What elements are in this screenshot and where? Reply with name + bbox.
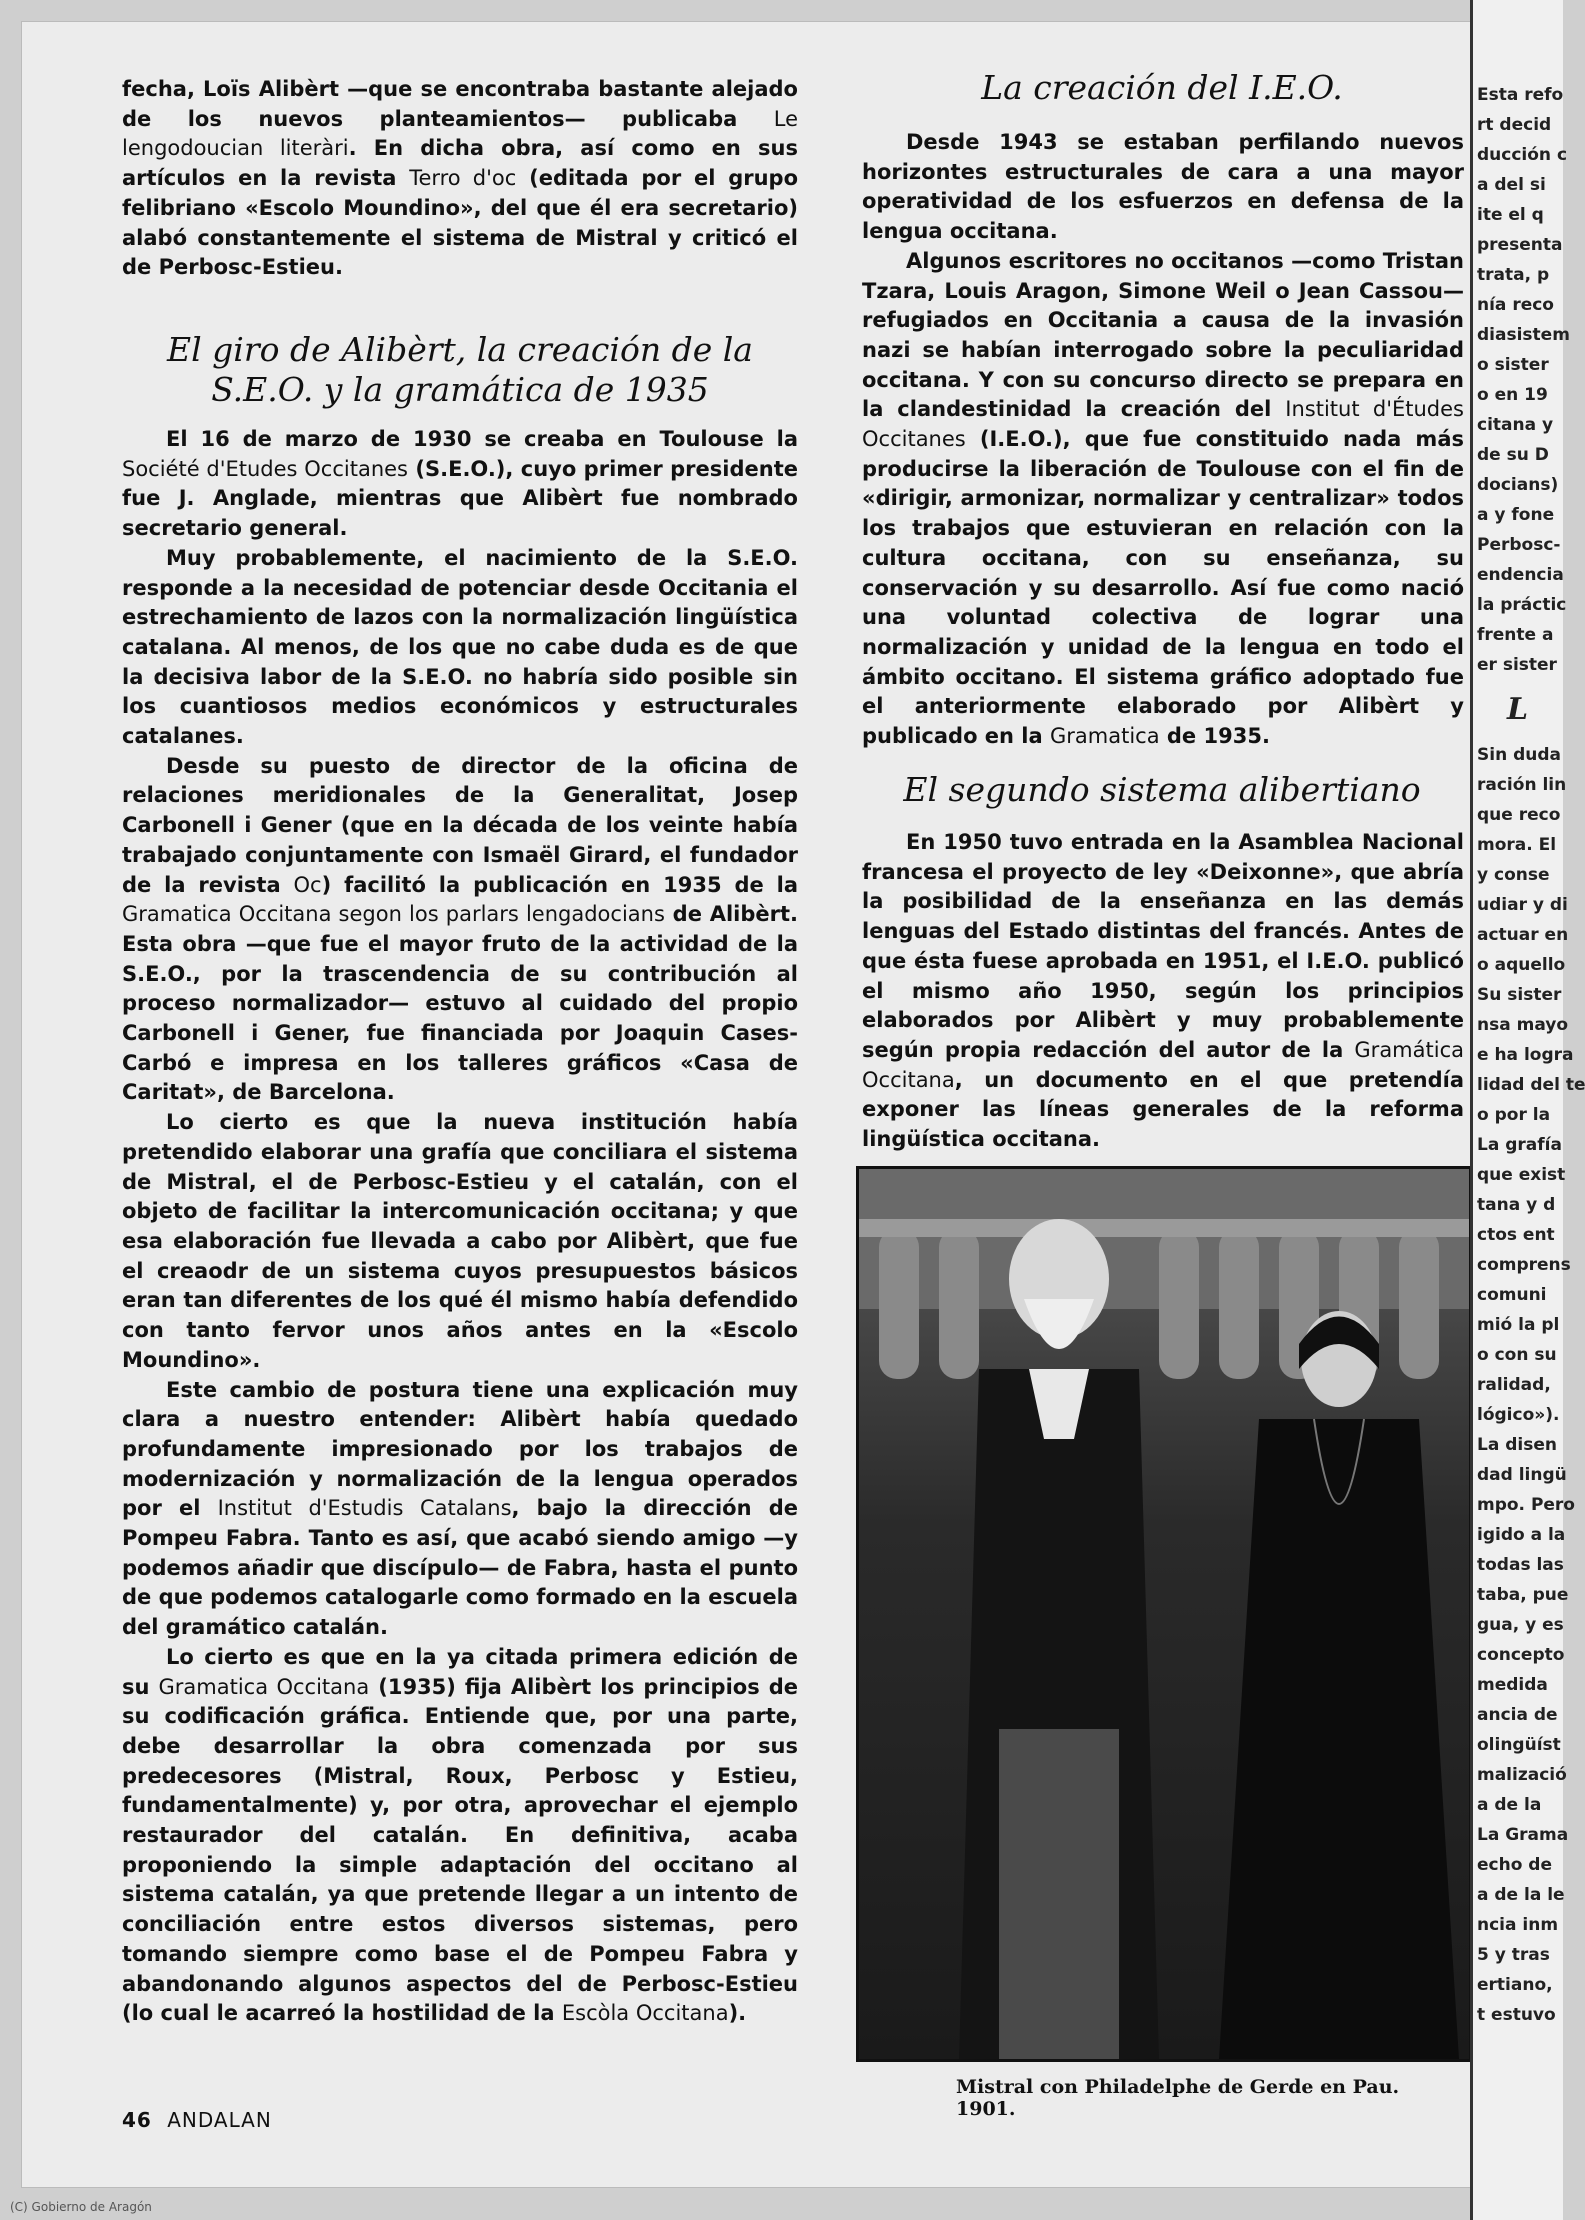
adjacent-page-line: dad lingü [1477, 1465, 1567, 1485]
paragraph: Desde 1943 se estaban perfilando nuevos horizontes estructurales de cara a una mayor operatividad de los esfuerzos en defensa de la lengua occitana. [862, 130, 1464, 244]
adjacent-page-line: a de la [1477, 1795, 1542, 1815]
adjacent-page-line: er sister [1477, 655, 1557, 675]
column-2 [862, 128, 1464, 752]
section-heading-ieo: La creación del I.E.O. [981, 68, 1343, 107]
adjacent-page-line: que reco [1477, 805, 1561, 825]
adjacent-page-line: 5 y tras [1477, 1945, 1550, 1965]
paragraph: Algunos escritores no occitanos —como Tristan Tzara, Louis Aragon, Simone Weil o Jean Cassou— refugiados en Occitania a causa de la invasión nazi se habían interrogado sobre la peculiaridad occitana. Y con su concurso directo se prepara en la clandestinidad la creación del Institut d'Études Occitanes (I.E.O.), que fue constituido nada más producirse la liberación de Toulouse con el fin de «dirigir, armonizar, normalizar y centralizar» todos los trabajos que estuvieran en relación con la cultura occitana, con su enseñanza, su conservación y su desarrollo. Así fue como nació una voluntad colectiva de lograr una normalización y unidad de la lengua en todo el ámbito occitano. El sistema gráfico adoptado fue el anteriormente elaborado por Alibèrt y publicado en la Gramatica de 1935. [862, 248, 1464, 749]
adjacent-page-line: actuar en [1477, 925, 1569, 945]
adjacent-page-line: de su D [1477, 445, 1549, 465]
adjacent-page-line: mora. El [1477, 835, 1557, 855]
adjacent-page-line: malizació [1477, 1765, 1567, 1785]
adjacent-page-line: tana y d [1477, 1195, 1556, 1215]
adjacent-page-line: a de la le [1477, 1885, 1565, 1905]
adjacent-page-line: e ha logra [1477, 1045, 1574, 1065]
adjacent-page-line: que exist [1477, 1165, 1566, 1185]
adjacent-page-line: comprens [1477, 1255, 1571, 1275]
adjacent-page-line: rt decid [1477, 115, 1552, 135]
adjacent-page-line: olingüíst [1477, 1735, 1561, 1755]
adjacent-page-line: ración lin [1477, 775, 1567, 795]
adjacent-page-line: mpo. Pero [1477, 1495, 1575, 1515]
adjacent-page-line: y conse [1477, 865, 1550, 885]
adjacent-page-line: o con su [1477, 1345, 1557, 1365]
photo-illustration [859, 1169, 1469, 2059]
section-heading-seo: El giro de Alibèrt, la creación de la S.E.O. y la gramática de 1935 [167, 330, 753, 409]
adjacent-page-line: echo de [1477, 1855, 1553, 1875]
adjacent-page-line: mió la pl [1477, 1315, 1560, 1335]
adjacent-page-edge [1470, 0, 1585, 2220]
column-1 [122, 75, 798, 283]
paragraph: fecha, Loïs Alibèrt —que se encontraba bastante alejado de los nuevos planteamientos— publicaba Le lengodoucian literàri. En dicha obra, así como en sus artículos en la revista Terro d'oc (editada por el grupo felibriano «Escolo Moundino», del que él era secretario) alabó constantemente el sistema de Mistral y criticó el de Perbosc-Estieu. [122, 77, 798, 280]
paragraph: Desde su puesto de director de la oficina de relaciones meridionales de la Generalitat, Josep Carbonell i Gener (que en la década de los veinte había trabajado conjuntamente con Ismaël Girard, el fundador de la revista Oc) facilitó la publicación en 1935 de la Gramatica Occitana segon los parlars lengadocians de Alibèrt. Esta obra —que fue el mayor fruto de la actividad de la S.E.O., por la trascendencia de su contribución al proceso normalizador— estuvo al cuidado del propio Carbonell i Gener, fue financiada por Joaquin Cases-Carbó e impresa en los talleres gráficos «Casa de Caritat», de Barcelona. [122, 753, 798, 1105]
adjacent-page-line: nía reco [1477, 295, 1554, 315]
publication-name: ANDALAN [167, 2108, 272, 2132]
adjacent-page-line: comuni [1477, 1285, 1547, 1305]
adjacent-page-line: La Grama [1477, 1825, 1569, 1845]
adjacent-page-line: diasistem [1477, 325, 1570, 345]
adjacent-page-line: o por la [1477, 1105, 1551, 1125]
paragraph: El 16 de marzo de 1930 se creaba en Toulouse la Société d'Etudes Occitanes (S.E.O.), cuyo primer presidente fue J. Anglade, mientras que Alibèrt fue nombrado secretario general. [122, 427, 798, 541]
adjacent-page-line: igido a la [1477, 1525, 1566, 1545]
adjacent-page-line: o aquello [1477, 955, 1566, 975]
adjacent-page-line: La grafía [1477, 1135, 1562, 1155]
adjacent-page-line: udiar y di [1477, 895, 1568, 915]
adjacent-page-line: o sister [1477, 355, 1549, 375]
adjacent-page-line: todas las [1477, 1555, 1564, 1575]
adjacent-page-line: la práctic [1477, 595, 1567, 615]
adjacent-page-line: a y fone [1477, 505, 1555, 525]
adjacent-page-line: endencia [1477, 565, 1564, 585]
adjacent-page-line: ducción c [1477, 145, 1568, 165]
adjacent-page-line: ertiano, [1477, 1975, 1553, 1995]
paragraph: Lo cierto es que en la ya citada primera edición de su Gramatica Occitana (1935) fija Alibèrt los principios de su codificación gráfica. Entiende que, por una parte, debe desarrollar la obra comenzada por sus predecesores (Mistral, Roux, Perbosc y Estieu, fundamentalmente) y, por otra, aprovechar el ejemplo restaurador del catalán. En definitiva, acaba proponiendo la simple adaptación del occitano al sistema catalán, ya que pretende llegar a un intento de conciliación entre estos diversos sistemas, pero tomando siempre como base el de Pompeu Fabra y abandonando algunos aspectos del de Perbosc-Estieu (lo cual le acarreó la hostilidad de la Escòla Occitana). [122, 1644, 798, 2026]
adjacent-page-line: lidad del te [1477, 1075, 1585, 1095]
adjacent-page-line: t estuvo [1477, 2005, 1556, 2025]
adjacent-page-line: ite el q [1477, 205, 1544, 225]
column-1-continued [122, 425, 798, 2029]
paragraph: En 1950 tuvo entrada en la Asamblea Nacional francesa el proyecto de ley «Deixonne», que abría la posibilidad de la enseñanza en las demás lenguas del Estado distintas del francés. Antes de que ésta fuese aprobada en 1951, el I.E.O. publicó el mismo año 1950, según los principios elaborados por Alibèrt y muy probablemente según propia redacción del autor de la Gramática Occitana, un documento en el que pretendía exponer las líneas generales de la reforma lingüística occitana. [862, 830, 1464, 1152]
adjacent-page-line: ralidad, [1477, 1375, 1551, 1395]
adjacent-page-line: Perbosc- [1477, 535, 1561, 555]
paragraph: Lo cierto es que la nueva institución había pretendido elaborar una grafía que conciliara el sistema de Mistral, el de Perbosc-Estieu y el catalán, con el objeto de facilitar la intercomunicación occitana; y que esa elaboración fue llevada a cabo por Alibèrt, que fue el creaodr de un sistema cuyos presupuestos básicos eran tan diferentes de los qué él mismo había defendido con tanto fervor unos años antes en la «Escolo Moundino». [122, 1110, 798, 1372]
adjacent-page-line: ncia inm [1477, 1915, 1559, 1935]
paragraph: Este cambio de postura tiene una explicación muy clara a nuestro entender: Alibèrt había quedado profundamente impresionado por los trabajos de modernización y normalización de la lengua operados por el Institut d'Estudis Catalans, bajo la dirección de Pompeu Fabra. Tanto es así, que acabó siendo amigo —y podemos añadir que discípulo— de Fabra, hasta el punto de que podemos catalogarle como formado en la escuela del gramático catalán. [122, 1377, 798, 1640]
photo-caption: Mistral con Philadelphe de Gerde en Pau. 1901. [956, 2076, 1400, 2120]
adjacent-page-line: docians) [1477, 475, 1559, 495]
adjacent-page-text [1477, 80, 1585, 2030]
credit-line: (C) Gobierno de Aragón [10, 2200, 152, 2214]
adjacent-page-line: presenta [1477, 235, 1563, 255]
adjacent-page-line: citana y [1477, 415, 1554, 435]
adjacent-page-line: ctos ent [1477, 1225, 1555, 1245]
adjacent-page-line: La disen [1477, 1435, 1557, 1455]
adjacent-page-line: medida [1477, 1675, 1548, 1695]
column-2-continued [862, 828, 1464, 1155]
adjacent-page-line: nsa mayo [1477, 1015, 1569, 1035]
page-footer [122, 2108, 272, 2132]
adjacent-page-line: Su sister [1477, 985, 1562, 1005]
adjacent-page-line: ancia de [1477, 1705, 1558, 1725]
adjacent-page-line: Sin duda [1477, 745, 1562, 765]
adjacent-page-line: L [1507, 692, 1529, 727]
adjacent-page-line: frente a [1477, 625, 1554, 645]
photo-mistral-philadelphe [856, 1166, 1472, 2062]
adjacent-page-line: taba, pue [1477, 1585, 1569, 1605]
adjacent-page-line: trata, p [1477, 265, 1550, 285]
adjacent-page-line: a del si [1477, 175, 1546, 195]
paragraph: Muy probablemente, el nacimiento de la S.E.O. responde a la necesidad de potenciar desde Occitania el estrechamiento de lazos con la normalización lingüística catalana. Al menos, de los que no cabe duda es de que la decisiva labor de la S.E.O. no habría sido posible sin los cuantiosos medios económicos y estructurales catalanes. [122, 545, 798, 749]
section-heading-second-system: El segundo sistema alibertiano [903, 770, 1421, 809]
adjacent-page-line: lógico»). [1477, 1405, 1560, 1425]
adjacent-page-line: gua, y es [1477, 1615, 1564, 1635]
adjacent-page-line: o en 19 [1477, 385, 1548, 405]
adjacent-page-line: concepto [1477, 1645, 1565, 1665]
adjacent-page-line: Esta refo [1477, 85, 1564, 105]
page-number: 46 [122, 2108, 152, 2132]
